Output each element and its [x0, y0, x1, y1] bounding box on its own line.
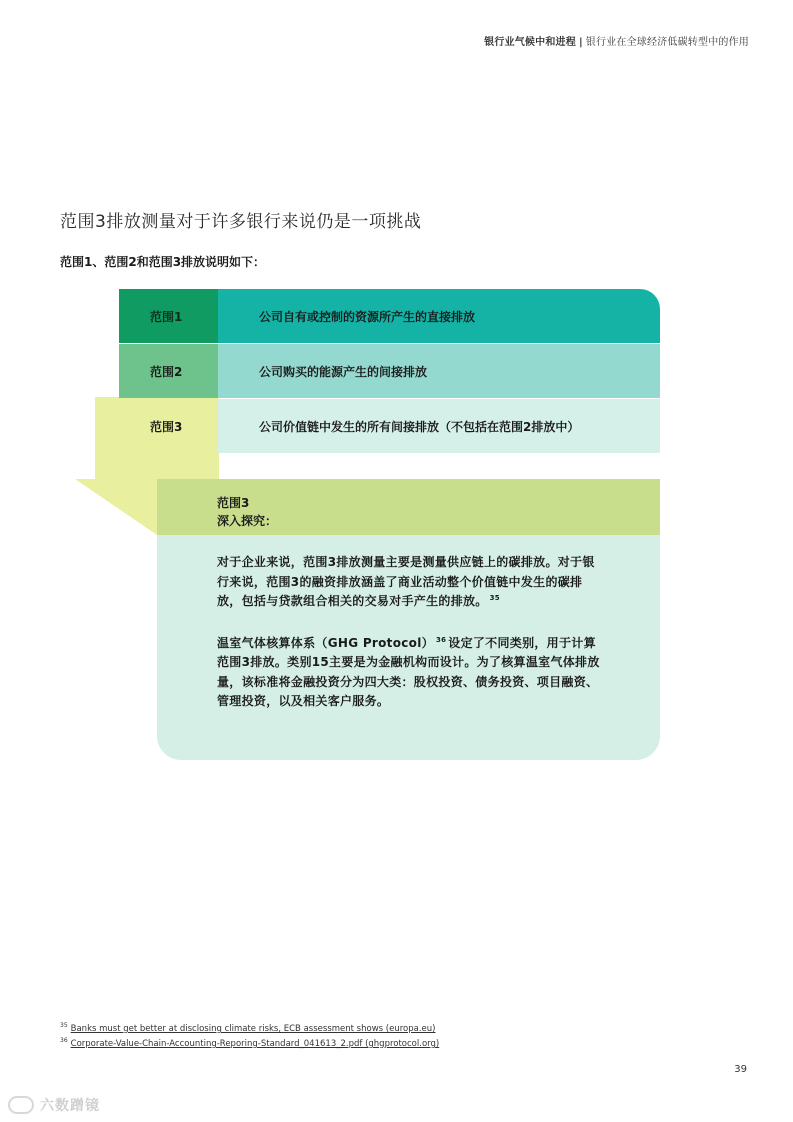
- deep-dive-heading: [157, 479, 660, 535]
- deep-dive-body: [157, 535, 660, 760]
- scope-3-label: 范围3: [150, 419, 183, 434]
- deep-dive-heading-line1: 范围3: [217, 496, 250, 510]
- footnote-number: 35: [60, 1022, 68, 1030]
- deep-dive-paragraph-2: [217, 634, 602, 712]
- scope-3-description: 公司价值链中发生的所有间接排放（不包括在范围2排放中）: [218, 399, 660, 453]
- header-subtitle: 银行业在全球经济低碳转型中的作用: [585, 37, 749, 48]
- footnote-ref-36: 36: [435, 635, 447, 644]
- scope-row-2: [119, 344, 660, 398]
- paragraph-2-text-b: 设定了不同类别，用于计算范围3排放。类别15主要是为金融机构而设计。为了核算温室气体排放量，该标准将金融投资分为四大类：股权投资、债务投资、项目融资、管理投资，以及相关客户服务。: [217, 635, 600, 708]
- watermark-logo-icon: [8, 1096, 34, 1114]
- page-number: 39: [734, 1064, 747, 1075]
- header-main-title: 银行业气候中和进程: [484, 37, 576, 48]
- footnote-36: [60, 1039, 439, 1049]
- footnotes: [60, 1024, 439, 1054]
- footnote-ref-35: 35: [489, 594, 500, 602]
- page-title: 范围3排放测量对于许多银行来说仍是一项挑战: [60, 212, 422, 232]
- scope-row-3: [119, 399, 660, 453]
- scope-2-label: 范围2: [119, 344, 218, 398]
- footnote-36-link[interactable]: Corporate-Value-Chain-Accounting-Reporing-Standard_041613_2.pdf (ghgprotocol.org): [70, 1039, 440, 1049]
- deep-dive-paragraph-1: [217, 553, 602, 612]
- paragraph-2-text-a: 温室气体核算体系（GHG Protocol）: [217, 635, 434, 650]
- scope-table: [119, 289, 660, 454]
- scope-row-1: [119, 289, 660, 343]
- footnote-35: [60, 1024, 439, 1034]
- footnote-number: 36: [60, 1037, 68, 1045]
- footnote-35-link[interactable]: Banks must get better at disclosing climate risks, ECB assessment shows (europa.eu): [70, 1024, 436, 1034]
- watermark-text: 六数蹭镜: [40, 1098, 100, 1114]
- deep-dive-heading-line2: 深入探究：: [217, 514, 278, 528]
- scope-1-description: 公司自有或控制的资源所产生的直接排放: [218, 289, 660, 343]
- watermark: [8, 1095, 100, 1115]
- paragraph-1-text: 对于企业来说，范围3排放测量主要是测量供应链上的碳排放。对于银行来说，范围3的融资排放涵盖了商业活动整个价值链中发生的碳排放，包括与贷款组合相关的交易对手产生的排放。: [217, 555, 595, 608]
- section-subtitle: 范围1、范围2和范围3排放说明如下：: [60, 255, 266, 269]
- scope-1-label: 范围1: [119, 289, 218, 343]
- header-separator: |: [578, 37, 583, 48]
- scope-2-description: 公司购买的能源产生的间接排放: [218, 344, 660, 398]
